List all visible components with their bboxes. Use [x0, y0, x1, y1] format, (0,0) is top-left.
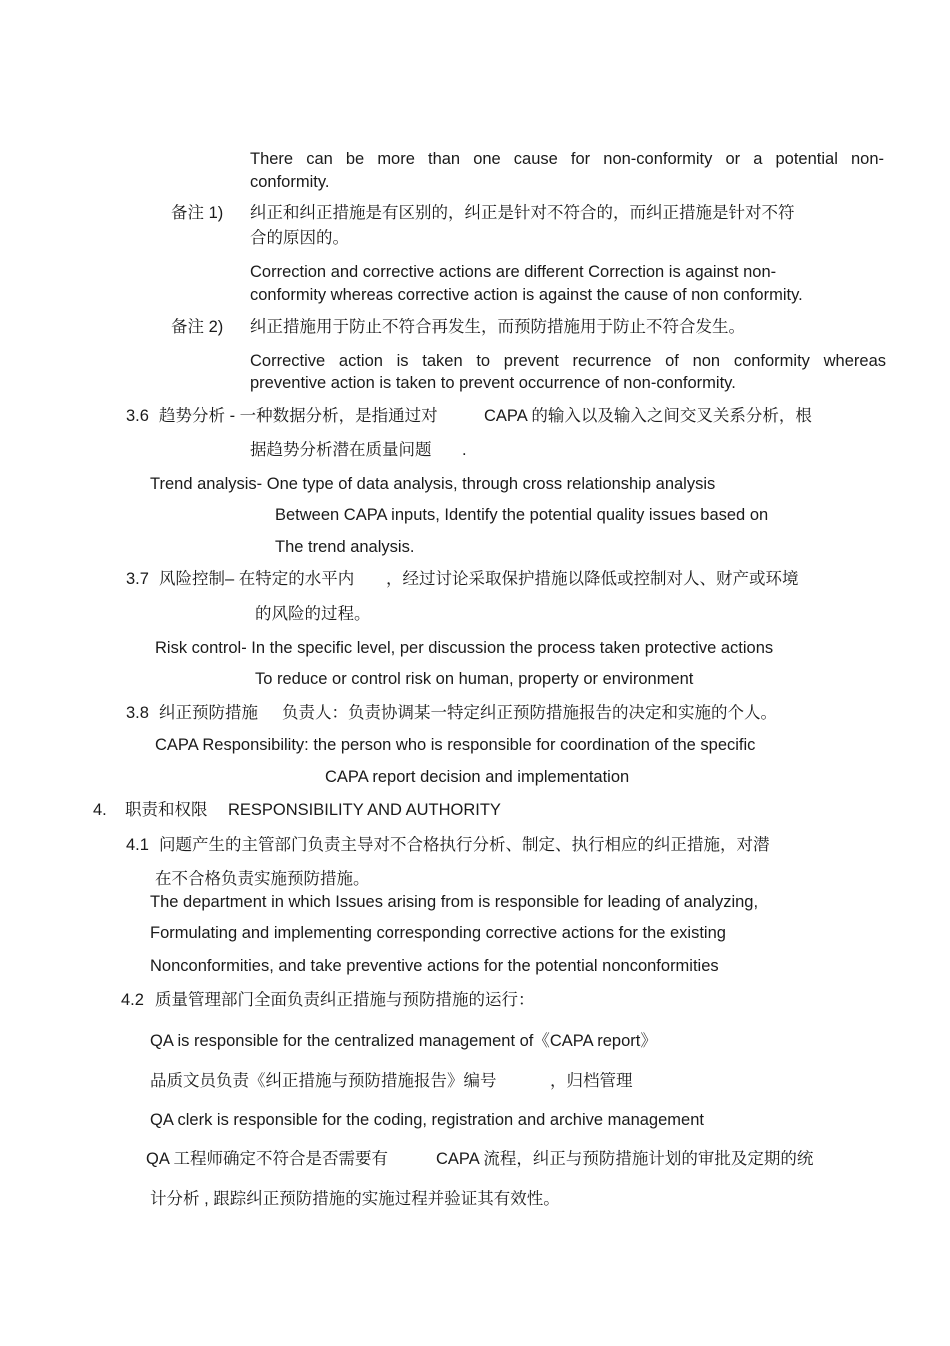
- paragraph-line: CAPA 流程，纠正与预防措施计划的审批及定期的统: [436, 1150, 814, 1168]
- section-heading: RESPONSIBILITY AND AUTHORITY: [228, 801, 501, 819]
- paragraph-line: Risk control- In the specific level, per discussion the process taken protective actions: [155, 639, 774, 657]
- section-number: 4.1: [126, 836, 149, 854]
- paragraph-line: CAPA report decision and implementation: [325, 768, 630, 786]
- paragraph-line: To reduce or control risk on human, property or environment: [255, 670, 694, 688]
- section-text: CAPA 的输入以及输入之间交叉关系分析，根: [484, 407, 812, 425]
- paragraph-line: Correction and corrective actions are different Correction is against non-: [250, 263, 777, 281]
- paragraph-line: QA clerk is responsible for the coding, registration and archive management: [150, 1111, 704, 1129]
- paragraph-line: QA is responsible for the centralized management of《CAPA report》: [150, 1032, 657, 1050]
- section-text: ，经过讨论采取保护措施以降低或控制对人、财产或环境: [386, 570, 799, 588]
- section-heading: 职责和权限: [125, 801, 208, 819]
- paragraph-line: Formulating and implementing corresponding corrective actions for the existing: [150, 924, 726, 942]
- paragraph-line: CAPA Responsibility: the person who is responsible for coordination of the specific: [155, 736, 756, 754]
- paragraph-line: Nonconformities, and take preventive actions for the potential nonconformities: [150, 957, 719, 975]
- section-text: 质量管理部门全面负责纠正措施与预防措施的运行：: [155, 991, 535, 1009]
- paragraph-line: 纠正和纠正措施是有区别的，纠正是针对不符合的，而纠正措施是针对不符: [250, 204, 795, 222]
- paragraph-line: Between CAPA inputs, Identify the potential quality issues based on: [275, 506, 769, 524]
- paragraph-line: conformity.: [250, 173, 330, 191]
- section-text: .: [462, 441, 467, 459]
- paragraph-line: conformity whereas corrective action is against the cause of non conformity.: [250, 286, 803, 304]
- note-label: 备注 1): [171, 204, 224, 222]
- section-text: 在不合格负责实施预防措施。: [155, 870, 370, 888]
- paragraph-line: 纠正措施用于防止不符合再发生，而预防措施用于防止不符合发生。: [250, 318, 745, 336]
- paragraph-line: 品质文员负责《纠正措施与预防措施报告》编号: [150, 1072, 497, 1090]
- paragraph-line: There can be more than one cause for non-conformity or a potential non-: [250, 150, 884, 168]
- paragraph-line: ，归档管理: [550, 1072, 633, 1090]
- section-text: 风险控制– 在特定的水平内: [159, 570, 355, 588]
- paragraph-line: QA 工程师确定不符合是否需要有: [146, 1150, 389, 1168]
- section-number: 3.7: [126, 570, 149, 588]
- paragraph-line: The department in which Issues arising from is responsible for leading of analyzing,: [150, 893, 759, 911]
- note-label: 备注 2): [171, 318, 224, 336]
- section-number: 3.8: [126, 704, 149, 722]
- section-number: 4.: [93, 801, 107, 819]
- section-text: 纠正预防措施: [159, 704, 258, 722]
- section-number: 4.2: [121, 991, 144, 1009]
- section-text: 趋势分析 - 一种数据分析，是指通过对: [159, 407, 438, 425]
- paragraph-line: Corrective action is taken to prevent recurrence of non conformity whereas: [250, 352, 886, 370]
- paragraph-line: 合的原因的。: [250, 229, 349, 247]
- section-text: 问题产生的主管部门负责主导对不合格执行分析、制定、执行相应的纠正措施，对潜: [159, 836, 770, 854]
- paragraph-line: The trend analysis.: [275, 538, 415, 556]
- section-text: 据趋势分析潜在质量问题: [250, 441, 432, 459]
- section-number: 3.6: [126, 407, 149, 425]
- section-text: 负责人：负责协调某一特定纠正预防措施报告的决定和实施的个人。: [282, 704, 777, 722]
- paragraph-line: preventive action is taken to prevent occurrence of non-conformity.: [250, 374, 736, 392]
- section-text: 的风险的过程。: [255, 605, 371, 623]
- paragraph-line: 计分析 , 跟踪纠正预防措施的实施过程并验证其有效性。: [150, 1190, 560, 1208]
- paragraph-line: Trend analysis- One type of data analysis, through cross relationship analysis: [150, 475, 716, 493]
